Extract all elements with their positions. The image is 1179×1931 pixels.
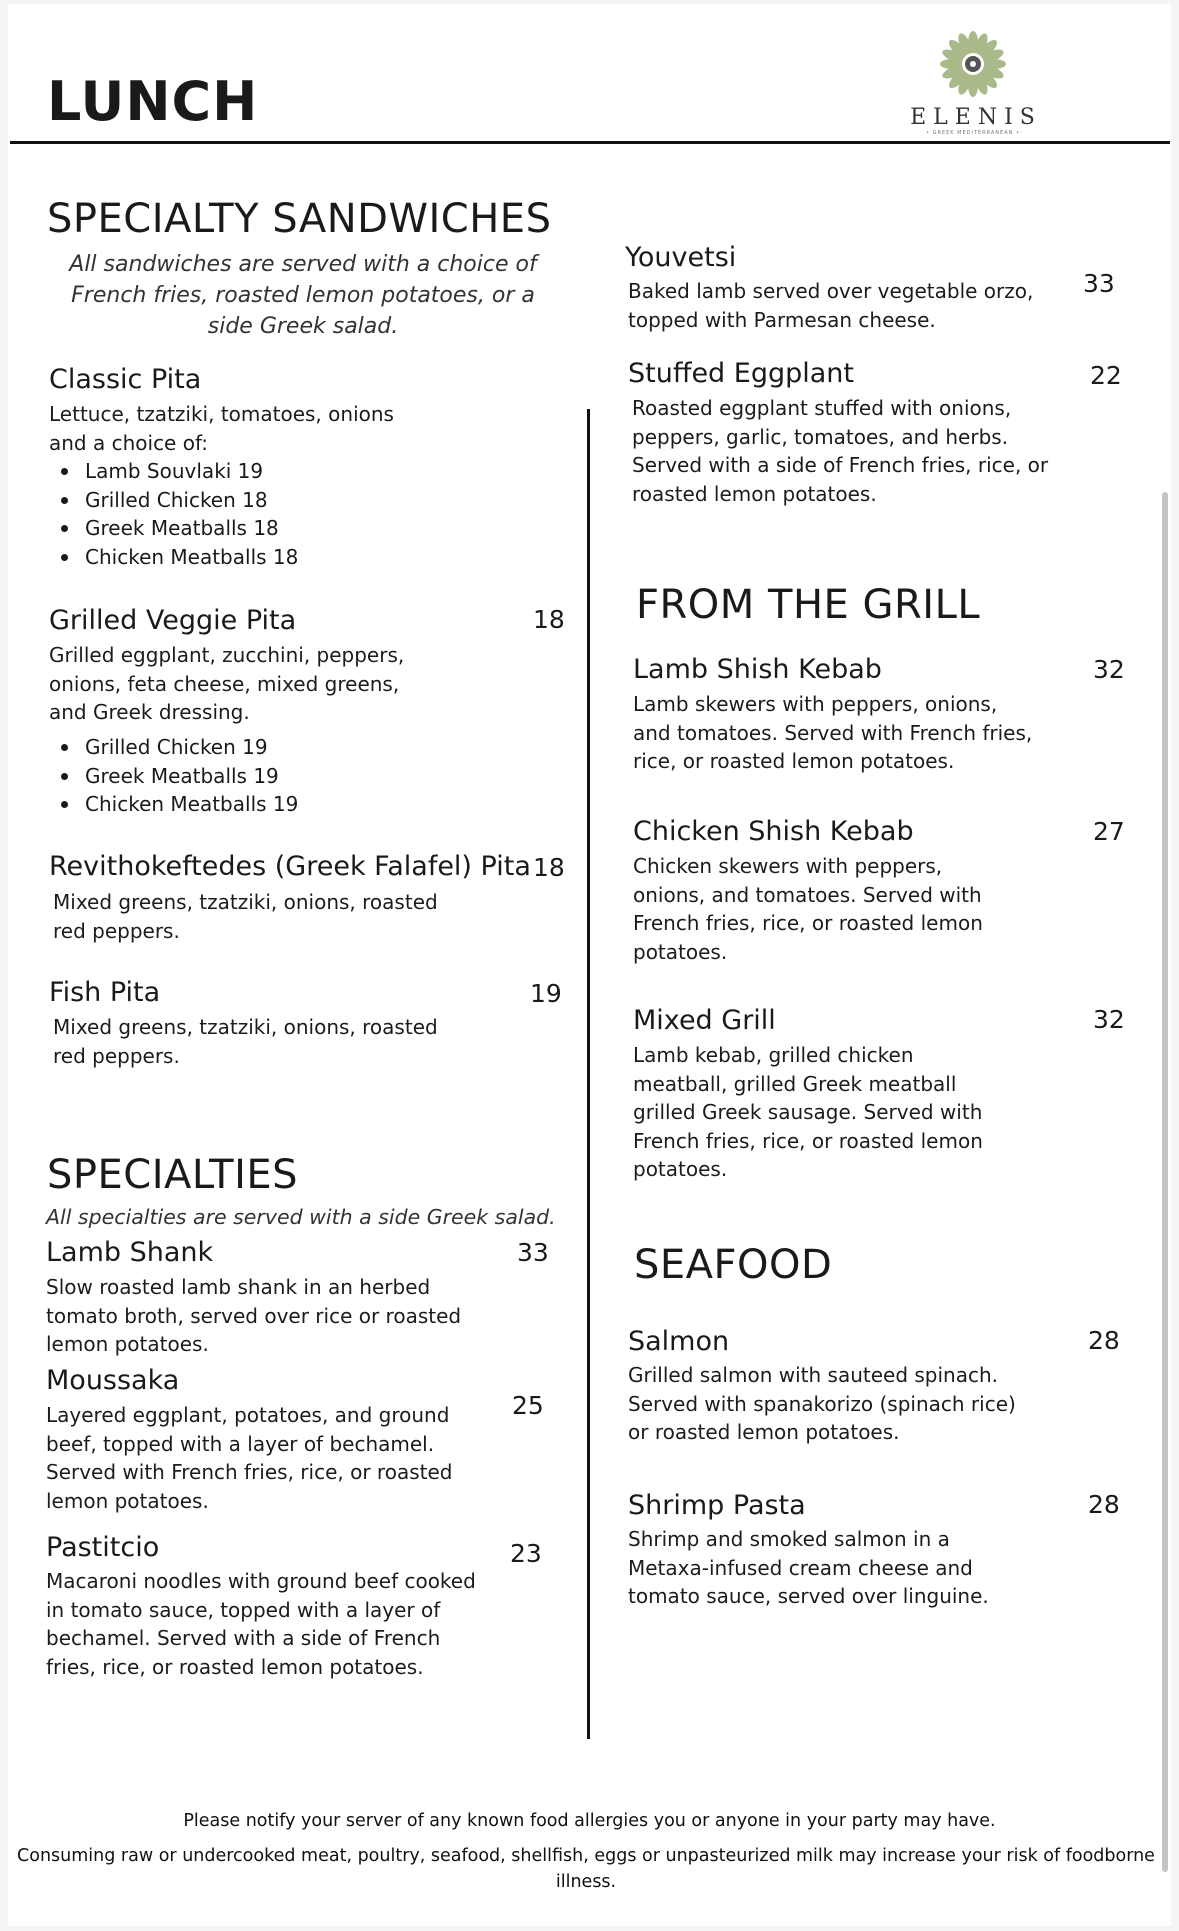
item-name-grilled-veggie-pita: Grilled Veggie Pita [49,605,297,636]
item-price-chicken-shish-kebab: 27 [1093,817,1125,846]
flower-logo-icon [938,29,1008,99]
logo-tagline: • GREEK MEDITERRANEAN • [926,130,1020,136]
item-desc-falafel-pita: Mixed greens, tzatziki, onions, roasted red peppers. [53,890,438,943]
item-name-lamb-shish-kebab: Lamb Shish Kebab [633,654,882,685]
section-title-seafood: SEAFOOD [634,1242,833,1288]
classic-pita-options [49,457,298,571]
item-name-youvetsi: Youvetsi [625,242,737,273]
item-price-fish-pita: 19 [530,979,562,1008]
list-item: Greek Meatballs 18 [49,514,298,543]
item-price-youvetsi: 33 [1083,269,1115,298]
allergy-notice: Please notify your server of any known food allergies you or anyone in your party may have. [183,1811,996,1831]
item-price-lamb-shish-kebab: 32 [1093,655,1125,684]
item-desc-salmon: Grilled salmon with sauteed spinach. Served with spanakorizo (spinach rice) or roasted lemon potatoes. [628,1363,1016,1444]
item-name-fish-pita: Fish Pita [49,977,161,1008]
sandwiches-note: All sandwiches are served with a choice of French fries, roasted lemon potatoes, or a side Greek salad. [69,252,537,339]
section-title-sandwiches: SPECIALTY SANDWICHES [47,196,552,242]
menu-page [8,4,1171,1926]
list-item: Grilled Chicken 18 [49,486,298,515]
logo-wordmark: ELENIS [910,105,1042,130]
item-desc-classic-pita: Lettuce, tzatziki, tomatoes, onions and a choice of: [49,402,394,455]
page-title: LUNCH [47,70,259,133]
header-divider [10,141,1170,144]
item-price-grilled-veggie-pita: 18 [533,605,565,634]
item-name-falafel-pita: Revithokeftedes (Greek Falafel) Pita [49,851,531,882]
scrollbar-thumb[interactable] [1162,492,1168,1872]
raw-food-warning: Consuming raw or undercooked meat, poultry, seafood, shellfish, eggs or unpasteurized milk may increase your risk of foodborne illness. [17,1846,1155,1892]
item-price-pastitcio: 23 [510,1539,542,1568]
list-item: Chicken Meatballs 18 [49,543,298,572]
restaurant-logo [903,29,1043,139]
item-desc-mixed-grill: Lamb kebab, grilled chicken meatball, grilled Greek meatball grilled Greek sausage. Served with French fries, rice, or roasted lemon potatoes. [633,1043,983,1181]
item-desc-grilled-veggie-pita: Grilled eggplant, zucchini, peppers, onions, feta cheese, mixed greens, and Greek dressing. [49,643,405,724]
grilled-veggie-options [49,733,298,819]
item-name-classic-pita: Classic Pita [49,364,202,395]
item-desc-youvetsi: Baked lamb served over vegetable orzo, topped with Parmesan cheese. [628,279,1034,332]
item-desc-stuffed-eggplant: Roasted eggplant stuffed with onions, peppers, garlic, tomatoes, and herbs. Served with a side of French fries, rice, or roasted lemon potatoes. [632,396,1049,506]
item-name-mixed-grill: Mixed Grill [633,1005,776,1036]
item-price-lamb-shank: 33 [517,1238,549,1267]
item-desc-lamb-shank: Slow roasted lamb shank in an herbed tomato broth, served over rice or roasted lemon potatoes. [46,1275,462,1356]
item-price-falafel-pita: 18 [533,853,565,882]
item-desc-shrimp-pasta: Shrimp and smoked salmon in a Metaxa-infused cream cheese and tomato sauce, served over linguine. [628,1527,989,1608]
specialties-note: All specialties are served with a side Greek salad. [46,1205,556,1229]
item-desc-fish-pita: Mixed greens, tzatziki, onions, roasted red peppers. [53,1015,438,1068]
item-name-chicken-shish-kebab: Chicken Shish Kebab [633,816,914,847]
section-title-grill: FROM THE GRILL [636,582,981,628]
item-name-moussaka: Moussaka [46,1365,180,1396]
list-item: Grilled Chicken 19 [49,733,298,762]
item-price-shrimp-pasta: 28 [1088,1490,1120,1519]
item-price-moussaka: 25 [512,1391,544,1420]
item-name-salmon: Salmon [628,1326,730,1357]
column-divider [587,409,590,1739]
item-name-pastitcio: Pastitcio [46,1532,160,1563]
item-price-stuffed-eggplant: 22 [1090,361,1122,390]
item-desc-pastitcio: Macaroni noodles with ground beef cooked in tomato sauce, topped with a layer of bechamel. Served with a side of French fries, rice, or roasted lemon potatoes. [46,1569,476,1679]
item-desc-lamb-shish-kebab: Lamb skewers with peppers, onions, and tomatoes. Served with French fries, rice, or roasted lemon potatoes. [633,692,1033,773]
item-desc-chicken-shish-kebab: Chicken skewers with peppers, onions, and tomatoes. Served with French fries, rice, or roasted lemon potatoes. [633,854,983,964]
list-item: Lamb Souvlaki 19 [49,457,298,486]
item-name-stuffed-eggplant: Stuffed Eggplant [628,358,854,389]
item-name-shrimp-pasta: Shrimp Pasta [628,1490,806,1521]
list-item: Greek Meatballs 19 [49,762,298,791]
item-price-salmon: 28 [1088,1326,1120,1355]
item-desc-moussaka: Layered eggplant, potatoes, and ground beef, topped with a layer of bechamel. Served with French fries, rice, or roasted lemon potatoes. [46,1403,453,1513]
item-price-mixed-grill: 32 [1093,1005,1125,1034]
list-item: Chicken Meatballs 19 [49,790,298,819]
item-name-lamb-shank: Lamb Shank [46,1237,214,1268]
section-title-specialties: SPECIALTIES [47,1152,299,1198]
